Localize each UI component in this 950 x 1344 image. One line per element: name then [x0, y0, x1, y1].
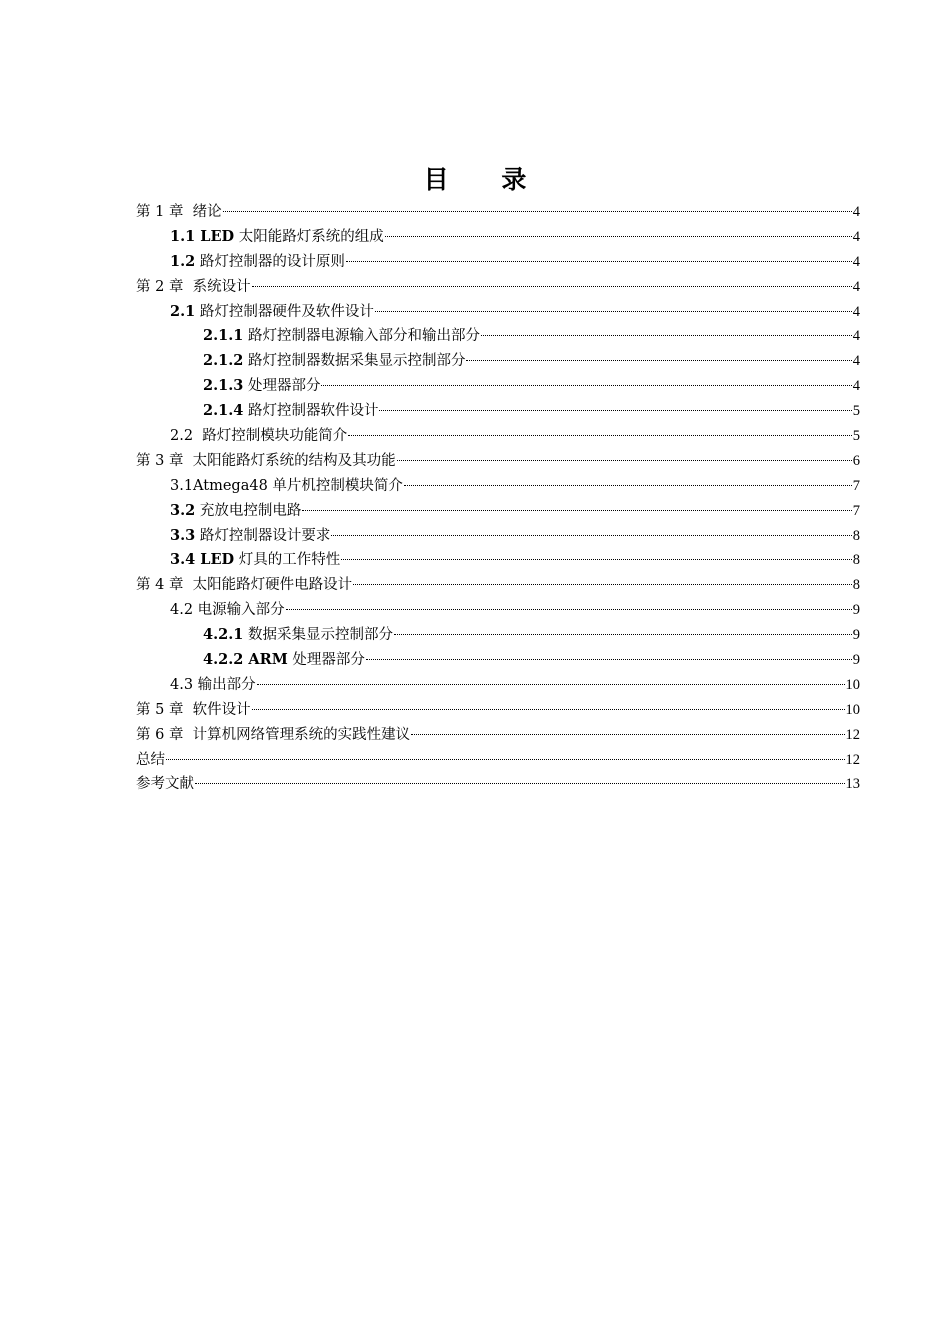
toc-entry-page: 13: [845, 776, 860, 793]
dot-leader: [302, 510, 851, 511]
toc-entry-page: 9: [852, 602, 860, 619]
toc-entry[interactable]: [136, 424, 860, 449]
toc-entry-page: 4: [852, 253, 860, 270]
toc-entry-page: 4: [852, 204, 860, 220]
toc-entry-number: 2.1.1: [203, 327, 244, 345]
toc-entry-title: 处理器部分: [287, 652, 365, 669]
dot-leader: [321, 385, 851, 386]
toc-entry-title: 路灯控制模块功能简介: [193, 428, 348, 445]
toc-entry[interactable]: [136, 548, 860, 573]
toc-entry-number: 2.1.2: [203, 352, 244, 370]
toc-entry-title: 电源输入部分: [193, 602, 285, 619]
toc-entry-number: 4.3: [170, 676, 194, 693]
toc-entry[interactable]: [136, 300, 860, 325]
toc-entry-title: 充放电控制电路: [195, 502, 302, 519]
toc-entry-page: 5: [852, 403, 860, 420]
dot-leader: [195, 783, 845, 784]
toc-entry-page: 8: [852, 527, 860, 544]
toc-entry-number: 第 4 章: [136, 577, 184, 594]
toc-entry-title: 太阳能路灯硬件电路设计: [183, 577, 353, 594]
toc-entry-page: 8: [852, 552, 860, 569]
toc-entry[interactable]: [136, 723, 860, 748]
toc-entry-number: 1.2: [170, 252, 196, 270]
toc-entry-page: 7: [852, 477, 860, 494]
toc-entry[interactable]: [136, 772, 860, 797]
toc-entry-number: 4.2.2 ARM: [203, 651, 288, 669]
dot-leader: [466, 360, 851, 361]
dot-leader: [404, 485, 852, 486]
toc-entry-title: 太阳能路灯系统的组成: [234, 228, 384, 245]
toc-entry-title: 绪论: [183, 204, 222, 220]
toc-entry-number: 4.2: [170, 602, 194, 619]
toc-entry[interactable]: [136, 698, 860, 723]
toc-entry-title: 软件设计: [183, 701, 251, 718]
toc-entry-number: 2.1.3: [203, 377, 244, 395]
dot-leader: [252, 286, 852, 287]
toc-entry[interactable]: [136, 524, 860, 549]
dot-leader: [252, 709, 845, 710]
toc-entry-page: 6: [852, 452, 860, 469]
toc-entry-title: 路灯控制器硬件及软件设计: [195, 303, 374, 320]
toc-entry-title: 总结: [136, 751, 165, 768]
toc-entry-title: 太阳能路灯系统的结构及其功能: [183, 452, 396, 469]
dot-leader: [257, 684, 845, 685]
toc-entry-title: 参考文献: [136, 776, 194, 793]
toc-entry[interactable]: [136, 275, 860, 300]
toc-entry-title: 处理器部分: [243, 378, 321, 395]
toc-entry-page: 8: [852, 577, 860, 594]
toc-entry[interactable]: [136, 598, 860, 623]
toc-entry-number: 3.3: [170, 526, 196, 544]
toc-entry-page: 12: [845, 751, 860, 768]
dot-leader: [397, 460, 852, 461]
toc-entry-number: 第 6 章: [136, 726, 184, 743]
toc-entry-number: 第 3 章: [136, 452, 184, 469]
toc-entry[interactable]: [136, 573, 860, 598]
toc-entry[interactable]: [136, 748, 860, 773]
toc-entry-title: 路灯控制器数据采集显示控制部分: [243, 353, 466, 370]
dot-leader: [223, 211, 852, 212]
toc-entry-title: 灯具的工作特性: [234, 552, 341, 569]
toc-entry[interactable]: [136, 623, 860, 648]
dot-leader: [379, 410, 851, 411]
dot-leader: [385, 236, 852, 237]
toc-entry[interactable]: [136, 349, 860, 374]
toc-entry[interactable]: [136, 374, 860, 399]
dot-leader: [353, 584, 852, 585]
toc-entry-page: 9: [852, 627, 860, 644]
toc-entry-number: 第 1 章: [136, 204, 184, 220]
toc-entry-number: 1.1 LED: [170, 227, 235, 245]
toc-entry[interactable]: [136, 474, 860, 499]
dot-leader: [286, 609, 852, 610]
toc-entry[interactable]: [136, 324, 860, 349]
toc-entry-title: 路灯控制器的设计原则: [195, 253, 345, 270]
toc-entry-title: 路灯控制器设计要求: [195, 527, 331, 544]
toc-entry-page: 10: [845, 676, 860, 693]
dot-leader: [411, 734, 844, 735]
toc-entry-page: 4: [852, 328, 860, 345]
toc-entry-page: 4: [852, 228, 860, 245]
toc-entry[interactable]: [136, 449, 860, 474]
toc-entry[interactable]: [136, 200, 860, 225]
dot-leader: [331, 535, 851, 536]
toc-entry-page: 4: [852, 303, 860, 320]
toc-entry-number: 2.2: [170, 428, 194, 445]
toc-entry-number: 第 2 章: [136, 278, 184, 295]
toc-entry[interactable]: [136, 399, 860, 424]
toc-entry[interactable]: [136, 499, 860, 524]
toc-entry-title: 单片机控制模块简介: [267, 477, 403, 494]
dot-leader: [375, 311, 852, 312]
toc-entry-number: 4.2.1: [203, 626, 244, 644]
table-of-contents: [136, 200, 860, 797]
toc-entry[interactable]: [136, 225, 860, 250]
toc-entry-title: 计算机网络管理系统的实践性建议: [183, 726, 411, 743]
toc-entry-page: 12: [845, 726, 860, 743]
toc-entry-title: 系统设计: [183, 278, 251, 295]
toc-entry-page: 4: [852, 353, 860, 370]
toc-entry-page: 4: [852, 278, 860, 295]
dot-leader: [394, 634, 852, 635]
toc-entry[interactable]: [136, 250, 860, 275]
toc-entry-title: 路灯控制器电源输入部分和输出部分: [243, 328, 480, 345]
toc-entry-page: 7: [852, 502, 860, 519]
dot-leader: [481, 335, 852, 336]
toc-entry-number: 2.1.4: [203, 402, 244, 420]
dot-leader: [341, 559, 852, 560]
dot-leader: [366, 659, 852, 660]
toc-entry-page: 4: [852, 378, 860, 395]
toc-entry-number: 第 5 章: [136, 701, 184, 718]
dot-leader: [348, 435, 851, 436]
toc-entry[interactable]: [136, 648, 860, 673]
toc-entry-title: 输出部分: [193, 676, 256, 693]
toc-entry-number: 3.2: [170, 501, 196, 519]
page-title: 目 录: [423, 165, 549, 194]
dot-leader: [346, 261, 852, 262]
toc-entry-title: 数据采集显示控制部分: [243, 627, 393, 644]
dot-leader: [166, 759, 845, 760]
toc-entry[interactable]: [136, 673, 860, 698]
toc-entry-title: 路灯控制器软件设计: [243, 403, 379, 420]
toc-entry-number: 3.1Atmega48: [170, 477, 268, 494]
toc-entry-number: 3.4 LED: [170, 551, 235, 569]
toc-entry-page: 10: [845, 701, 860, 718]
toc-entry-page: 5: [852, 428, 860, 445]
toc-entry-number: 2.1: [170, 302, 196, 320]
toc-entry-page: 9: [852, 652, 860, 669]
